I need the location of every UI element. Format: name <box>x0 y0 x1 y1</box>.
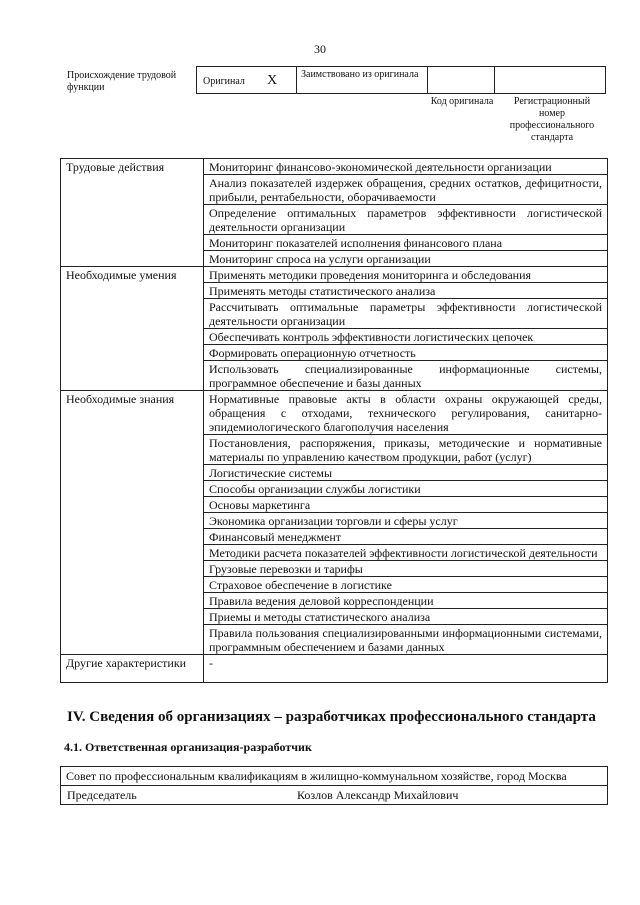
knowledge-item: Экономика организации торговли и сферы услуг <box>204 513 608 529</box>
code-cell <box>428 67 495 93</box>
skills-label: Необходимые умения <box>61 267 204 283</box>
knowledge-item: Правила ведения деловой корреспонденции <box>204 593 608 609</box>
labor-action-item: Мониторинг показателей исполнения финансового плана <box>204 235 608 251</box>
labor-function-table <box>60 158 608 683</box>
table-row <box>61 175 608 205</box>
knowledge-item: Приемы и методы статистического анализа <box>204 609 608 625</box>
skill-item: Применять методы статистического анализа <box>204 283 608 299</box>
chair-role: Председатель <box>67 788 137 802</box>
org-table <box>60 766 608 805</box>
knowledge-item: Способы организации службы логистики <box>204 481 608 497</box>
knowledge-item: Грузовые перевозки и тарифы <box>204 561 608 577</box>
org-name: Совет по профессиональным квалификациям в жилищно-коммунальном хозяйстве, город Москва <box>61 767 608 786</box>
table-row <box>61 655 608 683</box>
skill-item: Рассчитывать оптимальные параметры эффективности логистической деятельности организации <box>204 299 608 329</box>
table-row <box>61 391 608 435</box>
skill-item: Использовать специализированные информационные системы, программное обеспечение и базы данных <box>204 361 608 391</box>
table-row <box>61 577 608 593</box>
table-row <box>61 345 608 361</box>
table-row <box>61 545 608 561</box>
table-row <box>61 465 608 481</box>
other-value: - <box>204 655 608 683</box>
knowledge-item: Нормативные правовые акты в области охраны окружающей среды, обращения с отходами, технического регулирования, санитарно-эпидемиологического благополучия населения <box>204 391 608 435</box>
origin-label: Происхождение трудовой функции <box>67 70 177 93</box>
knowledge-item: Страховое обеспечение в логистике <box>204 577 608 593</box>
table-row <box>61 159 608 175</box>
knowledge-item: Логистические системы <box>204 465 608 481</box>
reg-number-label: Регистрационный номер профессионального стандарта <box>509 96 595 143</box>
table-row <box>61 283 608 299</box>
labor-action-item: Мониторинг спроса на услуги организации <box>204 251 608 267</box>
knowledge-item: Правила пользования специализированными информационными системами, программным обеспечением и базами данных <box>204 625 608 655</box>
borrowed-label: Заимствовано из оригинала <box>301 69 419 80</box>
labor-actions-label: Трудовые действия <box>61 159 204 175</box>
table-row <box>61 497 608 513</box>
table-row <box>61 299 608 329</box>
chair-cell <box>61 786 608 805</box>
table-row <box>61 513 608 529</box>
table-row <box>61 251 608 267</box>
page-number: 30 <box>314 42 326 56</box>
section-iv-title: IV. Сведения об организациях – разработчиках профессионального стандарта <box>67 709 596 725</box>
table-row <box>61 435 608 465</box>
labor-action-item: Мониторинг финансово-экономической деятельности организации <box>204 159 608 175</box>
other-label: Другие характеристики <box>61 655 204 683</box>
table-row <box>61 625 608 655</box>
table-row <box>61 361 608 391</box>
skill-item: Формировать операционную отчетность <box>204 345 608 361</box>
reg-number-cell <box>495 67 605 93</box>
labor-action-item: Определение оптимальных параметров эффективности логистической деятельности организации <box>204 205 608 235</box>
table-row <box>61 329 608 345</box>
chair-name: Козлов Александр Михайлович <box>297 788 459 802</box>
table-row <box>61 529 608 545</box>
table-row <box>61 786 608 805</box>
code-label: Код оригинала <box>430 96 494 107</box>
knowledge-item: Основы маркетинга <box>204 497 608 513</box>
section-4-1-title: 4.1. Ответственная организация-разработчик <box>64 740 312 754</box>
labor-action-item: Анализ показателей издержек обращения, средних остатков, дефицитности, прибыли, рентабельности, оборачиваемости <box>204 175 608 205</box>
table-row <box>61 561 608 577</box>
table-row <box>61 767 608 786</box>
table-row <box>61 593 608 609</box>
borrowed-cell <box>297 67 428 93</box>
table-row <box>61 609 608 625</box>
knowledge-item: Постановления, распоряжения, приказы, методические и нормативные материалы по управлению качеством продукции, работ (услуг) <box>204 435 608 465</box>
table-row <box>61 235 608 251</box>
original-cell <box>197 67 297 93</box>
table-row <box>61 205 608 235</box>
knowledge-item: Финансовый менеджмент <box>204 529 608 545</box>
original-mark: X <box>267 73 278 88</box>
knowledge-label: Необходимые знания <box>61 391 204 435</box>
table-row <box>61 481 608 497</box>
original-label: Оригинал <box>203 76 245 87</box>
knowledge-item: Методики расчета показателей эффективности логистической деятельности <box>204 545 608 561</box>
skill-item: Обеспечивать контроль эффективности логистических цепочек <box>204 329 608 345</box>
skill-item: Применять методики проведения мониторинга и обследования <box>204 267 608 283</box>
table-row <box>61 267 608 283</box>
origin-table <box>196 66 606 94</box>
